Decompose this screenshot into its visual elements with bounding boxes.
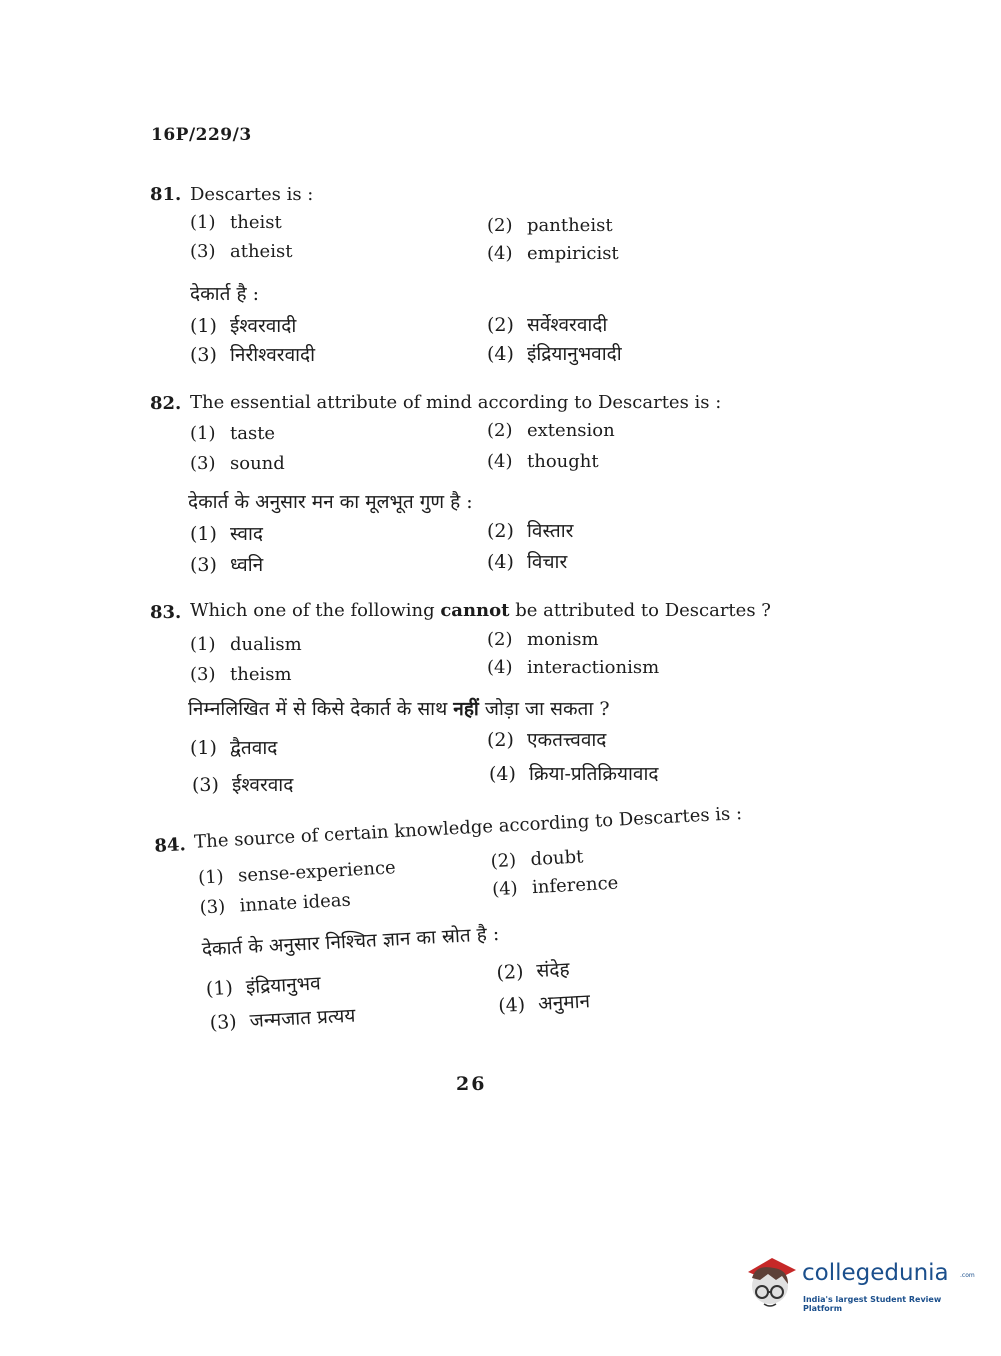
question-text-hi: देकार्त के अनुसार मन का मूलभूत गुण है :	[188, 491, 473, 513]
option-hi-4: (4) अनुमान	[497, 990, 591, 1018]
question-text-en: The source of certain knowledge according to Descartes is :	[193, 803, 743, 853]
question-number: 81.	[150, 184, 182, 205]
option-hi-4: (4) विचार	[487, 551, 568, 573]
question-text-en: The essential attribute of mind according to Descartes is :	[190, 392, 722, 413]
question-84	[150, 769, 763, 1060]
option-hi-2: (2) सर्वेश्वरवादी	[487, 314, 608, 336]
question-text-hi: देकार्त है :	[190, 283, 260, 305]
option-hi-2: (2) संदेह	[495, 958, 571, 985]
option-en-4: (4) empiricist	[487, 243, 619, 264]
question-number: 82.	[150, 393, 182, 414]
question-text-en: Which one of the following cannot be attributed to Descartes ?	[190, 600, 771, 621]
option-en-4: (4) thought	[487, 451, 599, 472]
brand-name: collegedunia	[802, 1260, 949, 1286]
option-en-4: (4) interactionism	[487, 657, 660, 678]
option-en-2: (2) pantheist	[487, 215, 613, 236]
option-en-3: (3) theism	[190, 664, 292, 685]
option-en-2: (2) monism	[487, 629, 599, 650]
option-hi-1: (1) स्वाद	[190, 523, 263, 545]
question-text-en: Descartes is :	[190, 184, 314, 205]
option-hi-1: (1) ईश्वरवादी	[190, 315, 297, 337]
option-hi-3: (3) ईश्वरवाद	[192, 774, 294, 796]
option-en-2: (2) doubt	[490, 846, 584, 873]
collegedunia-logo	[742, 1250, 975, 1320]
option-hi-2: (2) एकतत्त्ववाद	[487, 729, 607, 751]
option-hi-1: (1) द्वैतवाद	[190, 737, 278, 759]
question-text-hi: देकार्त के अनुसार निश्चित ज्ञान का स्रोत है :	[201, 922, 500, 961]
option-en-2: (2) extension	[487, 420, 615, 441]
brand-tld: .com	[960, 1272, 975, 1279]
option-hi-1: (1) इंद्रियानुभव	[205, 972, 322, 1001]
paper-code: 16P/229/3	[151, 125, 252, 145]
option-en-1: (1) dualism	[190, 634, 302, 655]
question-number: 84.	[153, 834, 187, 857]
option-en-3: (3) atheist	[190, 241, 293, 262]
option-hi-4: (4) इंद्रियानुभवादी	[487, 343, 622, 365]
option-hi-3: (3) जन्मजात प्रत्यय	[209, 1004, 356, 1035]
option-en-1: (1) theist	[190, 212, 282, 233]
option-en-1: (1) taste	[190, 423, 276, 444]
option-hi-4: (4) क्रिया-प्रतिक्रियावाद	[489, 763, 659, 785]
option-en-1: (1) sense-experience	[197, 857, 397, 889]
option-en-3: (3) sound	[190, 453, 285, 474]
brand-tagline: India's largest Student Review Platform	[803, 1295, 942, 1313]
page-number: 26	[456, 1073, 487, 1095]
graduate-mascot-icon	[742, 1250, 800, 1312]
option-en-4: (4) inference	[491, 872, 619, 901]
question-text-hi: निम्नलिखित में से किसे देकार्त के साथ नहीं जोड़ा जा सकता ?	[188, 698, 610, 720]
option-hi-2: (2) विस्तार	[487, 520, 574, 542]
option-hi-3: (3) ध्वनि	[190, 554, 264, 576]
option-en-3: (3) innate ideas	[199, 889, 352, 919]
option-hi-3: (3) निरीश्वरवादी	[190, 344, 316, 366]
question-number: 83.	[150, 602, 182, 623]
